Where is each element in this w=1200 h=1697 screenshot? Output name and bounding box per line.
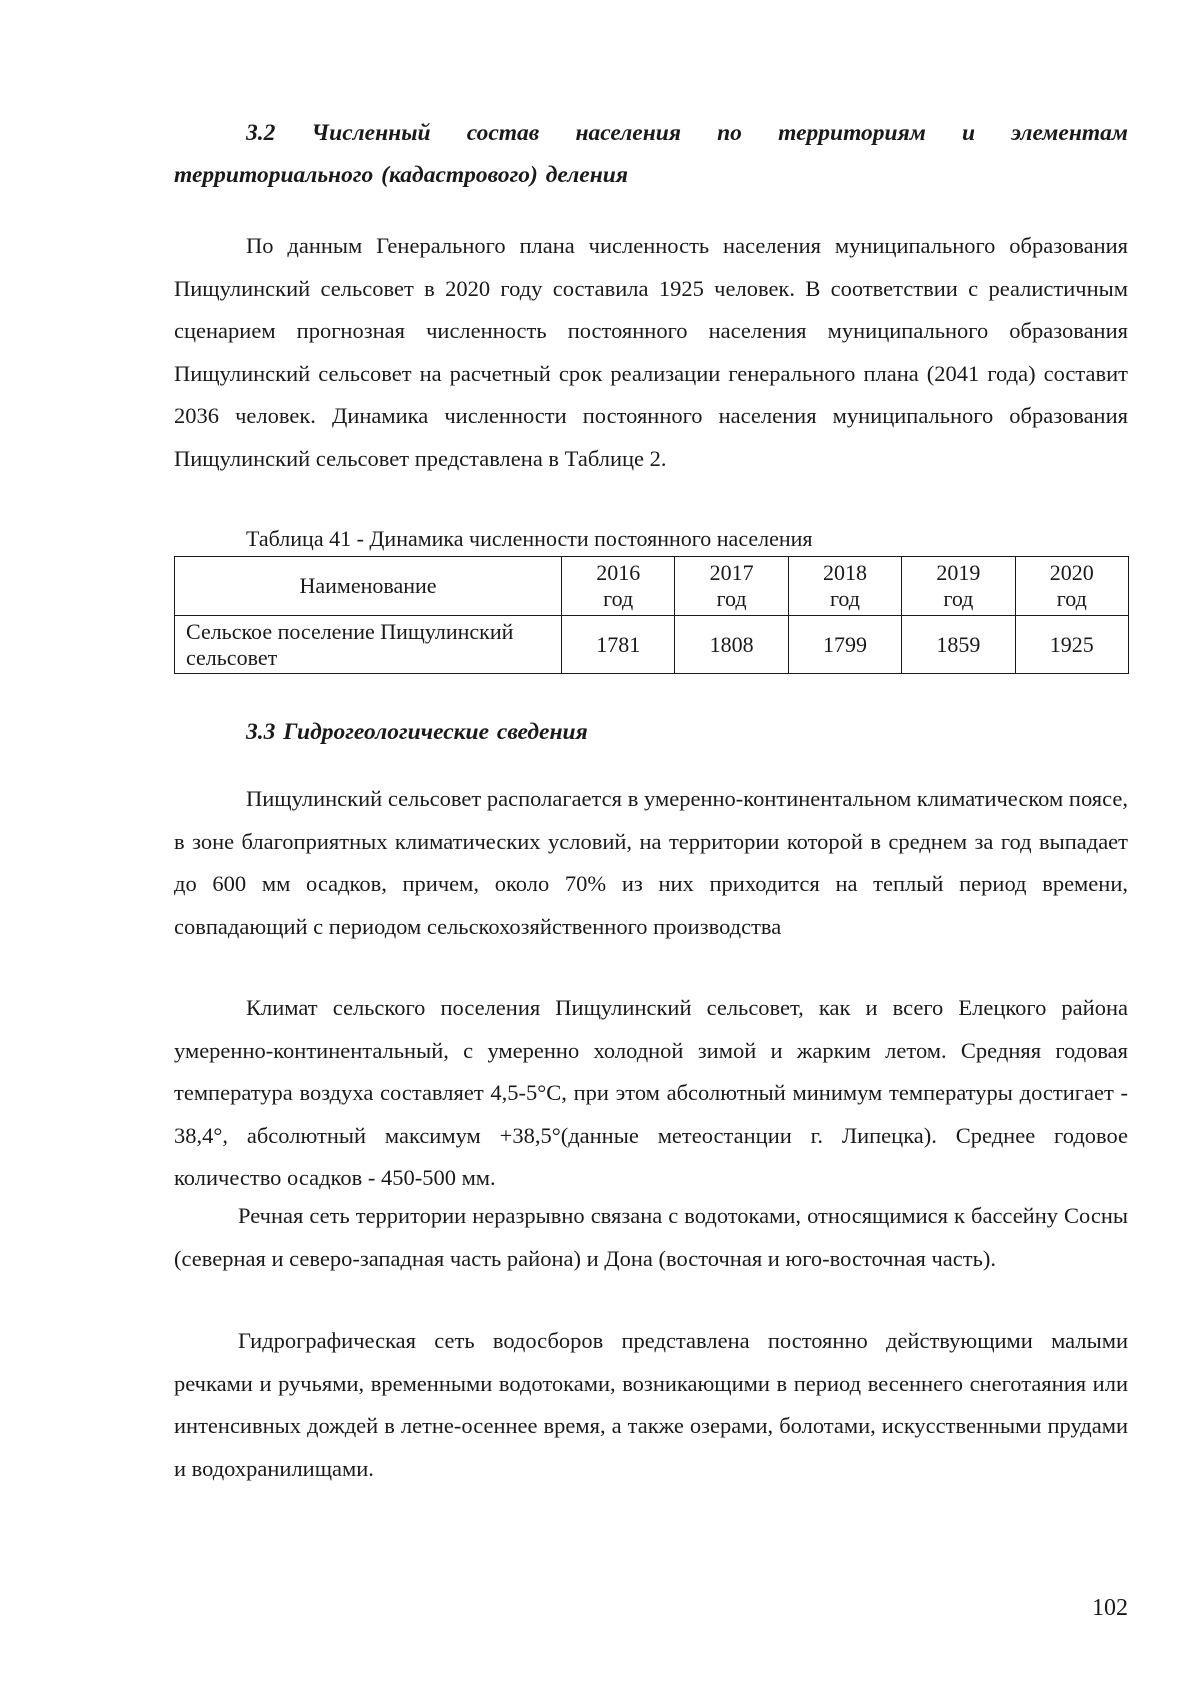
table-row	[175, 616, 1129, 674]
section-3-2-heading-line1: 3.2 Численный состав населения по территориям и элементам	[246, 120, 1128, 146]
river-network-paragraph: Речная сеть территории неразрывно связана с водотоками, относящимися к бассейну Сосны (северная и северо-западная часть района) и Дона (восточная и юго-восточная часть).	[174, 1203, 1128, 1271]
settlement-name-cell: Сельское поселение Пищулинский сельсовет	[175, 616, 562, 674]
year-column-header: 2018 год	[788, 557, 901, 616]
name-column-header: Наименование	[175, 557, 562, 616]
section-3-2-heading-line2: территориального (кадастрового) деления	[174, 162, 628, 188]
climate-zone-paragraph: Пищулинский сельсовет располагается в умеренно-континентальном климатическом поясе, в зоне благоприятных климатических условий, на территории которой в среднем за год выпадает до 600 мм осадков, причем, около 70% из них приходится на теплый период времени, совпадающий с периодом сельскохозяйственного производства	[174, 786, 1128, 939]
hydrographic-network-paragraph: Гидрографическая сеть водосборов представлена постоянно действующими малыми речками и ручьями, временными водотоками, возникающими в период весеннего снеготаяния или интенсивных дождей в летне-осеннее время, а также озерами, болотами, искусственными прудами и водохранилищами.	[174, 1328, 1128, 1481]
population-cell: 1925	[1015, 616, 1128, 674]
section-3-2-heading	[174, 112, 1128, 196]
table-header-row	[175, 557, 1129, 616]
table-caption: Таблица 41 - Динамика численности постоянного населения	[246, 526, 813, 551]
year-column-header: 2020 год	[1015, 557, 1128, 616]
population-cell: 1859	[902, 616, 1015, 674]
population-cell: 1781	[562, 616, 675, 674]
population-cell: 1808	[675, 616, 788, 674]
year-column-header: 2016 год	[562, 557, 675, 616]
year-column-header: 2017 год	[675, 557, 788, 616]
population-cell: 1799	[788, 616, 901, 674]
year-column-header: 2019 год	[902, 557, 1015, 616]
section-3-2-paragraph: По данным Генерального плана численность населения муниципального образования Пищулинский сельсовет в 2020 году составила 1925 человек. В соответствии с реалистичным сценарием прогнозная численность постоянного населения муниципального образования Пищулинский сельсовет на расчетный срок реализации генерального плана (2041 года) составит 2036 человек. Динамика численности постоянного населения муниципального образования Пищулинский сельсовет представлена в Таблице 2.	[174, 233, 1128, 471]
population-table	[174, 556, 1129, 674]
section-3-3-heading: 3.3 Гидрогеологические сведения	[246, 719, 588, 745]
page-number: 102	[1092, 1595, 1128, 1621]
climate-paragraph: Климат сельского поселения Пищулинский сельсовет, как и всего Елецкого района умеренно-континентальный, с умеренно холодной зимой и жарким летом. Средняя годовая температура воздуха составляет 4,5-5°С, при этом абсолютный минимум температуры достигает - 38,4°, абсолютный максимум +38,5°(данные метеостанции г. Липецка). Среднее годовое количество осадков - 450-500 мм.	[174, 995, 1128, 1190]
